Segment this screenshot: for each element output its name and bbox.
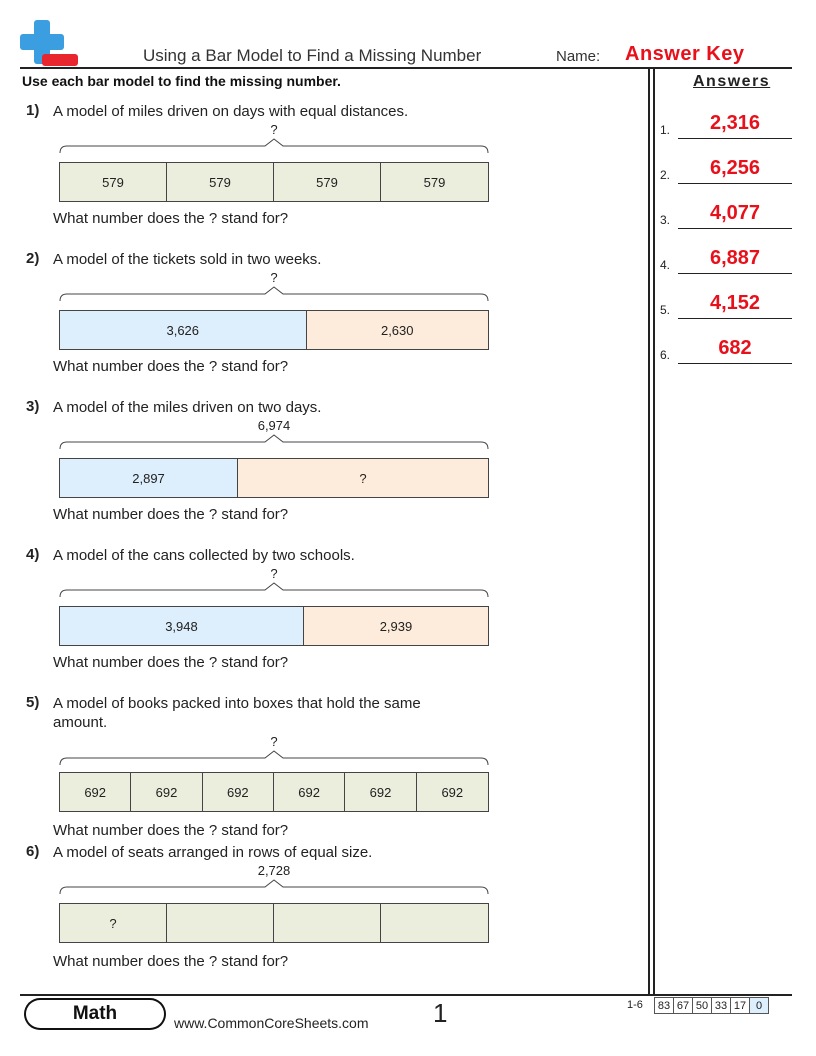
bar-total-label: 6,974 bbox=[257, 418, 291, 433]
answers-column-divider-inner bbox=[653, 68, 655, 994]
question-prompt: What number does the ? stand for? bbox=[53, 953, 289, 970]
answer-blank-line bbox=[678, 228, 792, 229]
problem-text: A model of seats arranged in rows of equal size. bbox=[53, 844, 373, 861]
problem-text: A model of books packed into boxes that hold the same amount. bbox=[53, 695, 421, 731]
question-prompt: What number does the ? stand for? bbox=[53, 358, 289, 375]
bar-model bbox=[59, 772, 489, 812]
bar-segment: 579 bbox=[60, 163, 167, 201]
problem-text: A model of the cans collected by two schools. bbox=[53, 547, 355, 564]
worksheet-title: Using a Bar Model to Find a Missing Number bbox=[143, 46, 482, 65]
problem-number: 2) bbox=[26, 250, 40, 267]
answer-value: 2,316 bbox=[709, 112, 761, 134]
bar-segment: ? bbox=[238, 459, 488, 497]
score-cell: 0 bbox=[749, 997, 769, 1014]
answer-number: 1. bbox=[660, 123, 671, 137]
answer-row-2 bbox=[660, 154, 792, 184]
header-divider bbox=[20, 67, 792, 69]
bar-segment bbox=[167, 904, 274, 942]
bar-segment: 3,948 bbox=[60, 607, 304, 645]
answer-blank-line bbox=[678, 318, 792, 319]
bar-segment: 2,939 bbox=[304, 607, 488, 645]
curly-brace-icon bbox=[59, 286, 489, 302]
answer-number: 6. bbox=[660, 348, 671, 362]
bar-total-label: ? bbox=[270, 734, 278, 749]
answer-number: 3. bbox=[660, 213, 671, 227]
score-cell: 33 bbox=[711, 997, 731, 1014]
bar-model bbox=[59, 162, 489, 202]
answer-number: 2. bbox=[660, 168, 671, 182]
bar-segment: 579 bbox=[274, 163, 381, 201]
answer-row-1 bbox=[660, 109, 792, 139]
score-cell: 67 bbox=[673, 997, 693, 1014]
bar-segment bbox=[274, 904, 381, 942]
bar-segment: 2,897 bbox=[60, 459, 238, 497]
bar-segment: 692 bbox=[345, 773, 416, 811]
curly-brace-icon bbox=[59, 750, 489, 766]
bar-segment: 2,630 bbox=[307, 311, 488, 349]
score-table bbox=[655, 997, 769, 1014]
bar-total-label: ? bbox=[270, 566, 278, 581]
bar-segment: 692 bbox=[274, 773, 345, 811]
answer-row-5 bbox=[660, 289, 792, 319]
bar-segment: 692 bbox=[60, 773, 131, 811]
subject-label: Math bbox=[26, 1000, 164, 1028]
instructions: Use each bar model to find the missing number. bbox=[22, 73, 341, 89]
name-label: Name: bbox=[556, 48, 601, 65]
problem-text: A model of miles driven on days with equal distances. bbox=[53, 103, 409, 120]
bar-total-label: 2,728 bbox=[257, 863, 291, 878]
answer-row-4 bbox=[660, 244, 792, 274]
bar-total-label: ? bbox=[270, 122, 278, 137]
answer-blank-line bbox=[678, 138, 792, 139]
problem-number: 5) bbox=[26, 694, 40, 711]
bar-model bbox=[59, 903, 489, 943]
answers-column-divider bbox=[648, 68, 650, 994]
answer-value: 6,256 bbox=[709, 157, 761, 179]
question-prompt: What number does the ? stand for? bbox=[53, 654, 289, 671]
score-cell: 50 bbox=[692, 997, 712, 1014]
problem-text: A model of the tickets sold in two weeks. bbox=[53, 251, 322, 268]
question-prompt: What number does the ? stand for? bbox=[53, 506, 289, 523]
site-url: www.CommonCoreSheets.com bbox=[174, 1015, 369, 1031]
bar-segment: 692 bbox=[131, 773, 202, 811]
plus-minus-logo-icon bbox=[20, 20, 80, 68]
question-prompt: What number does the ? stand for? bbox=[53, 210, 289, 227]
bar-segment bbox=[381, 904, 488, 942]
page-number: 1 bbox=[433, 998, 448, 1028]
bar-segment: 579 bbox=[381, 163, 488, 201]
problem-number: 1) bbox=[26, 102, 40, 119]
curly-brace-icon bbox=[59, 434, 489, 450]
answer-value: 4,152 bbox=[709, 292, 761, 314]
bar-segment: 692 bbox=[203, 773, 274, 811]
answer-key-label: Answer Key bbox=[625, 43, 745, 65]
answer-row-6 bbox=[660, 334, 792, 364]
problem-number: 3) bbox=[26, 398, 40, 415]
answers-title: Answers bbox=[693, 73, 771, 90]
answer-number: 4. bbox=[660, 258, 671, 272]
answer-value: 4,077 bbox=[709, 202, 761, 224]
bar-segment: 3,626 bbox=[60, 311, 307, 349]
bar-segment: 579 bbox=[167, 163, 274, 201]
curly-brace-icon bbox=[59, 879, 489, 895]
bar-segment: ? bbox=[60, 904, 167, 942]
score-range: 1-6 bbox=[627, 999, 643, 1011]
answer-value: 682 bbox=[718, 337, 752, 359]
answer-value: 6,887 bbox=[709, 247, 761, 269]
bar-model bbox=[59, 310, 489, 350]
problem-text: A model of the miles driven on two days. bbox=[53, 399, 322, 416]
answer-blank-line bbox=[678, 363, 792, 364]
answer-row-3 bbox=[660, 199, 792, 229]
footer-divider bbox=[20, 994, 792, 996]
problem-number: 4) bbox=[26, 546, 40, 563]
answer-blank-line bbox=[678, 273, 792, 274]
curly-brace-icon bbox=[59, 582, 489, 598]
answer-blank-line bbox=[678, 183, 792, 184]
answer-number: 5. bbox=[660, 303, 671, 317]
subject-badge bbox=[24, 998, 166, 1030]
score-cell: 83 bbox=[654, 997, 674, 1014]
bar-model bbox=[59, 606, 489, 646]
bar-total-label: ? bbox=[270, 270, 278, 285]
score-cell: 17 bbox=[730, 997, 750, 1014]
bar-model bbox=[59, 458, 489, 498]
bar-segment: 692 bbox=[417, 773, 488, 811]
curly-brace-icon bbox=[59, 138, 489, 154]
question-prompt: What number does the ? stand for? bbox=[53, 822, 289, 839]
problem-number: 6) bbox=[26, 843, 40, 860]
